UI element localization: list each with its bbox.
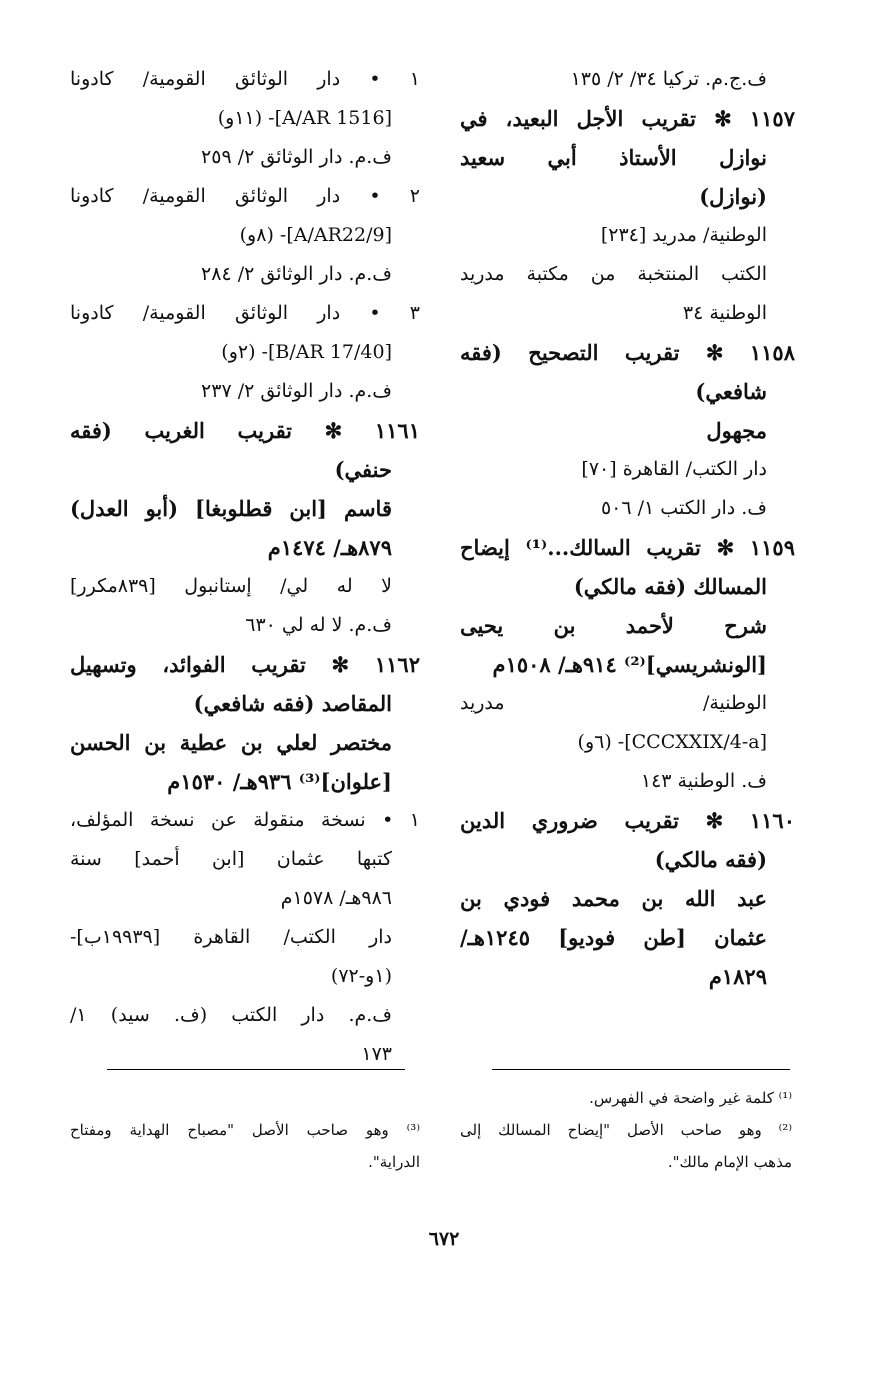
right-column-line: مجهول bbox=[706, 418, 767, 443]
right-column bbox=[460, 60, 795, 996]
footnote-line: ⁽¹⁾ كلمة غير واضحة في الفهرس. bbox=[589, 1089, 792, 1107]
right-column-line: ف. الوطنية ١٤٣ bbox=[640, 770, 767, 792]
right-column-line: المسالك (فقه مالكي) bbox=[573, 574, 767, 599]
right-column-line: ف.ج.م. تركيا ٣٤/ ٢/ ١٣٥ bbox=[570, 68, 767, 90]
left-column-line: قاسم [ابن قطلوبغا] (أبو العدل) bbox=[70, 496, 392, 521]
footnote-line: الدراية". bbox=[368, 1153, 420, 1171]
right-column-line: عبد الله بن محمد فودي بن bbox=[460, 886, 767, 911]
page-number: ٦٧٢ bbox=[428, 1228, 460, 1250]
left-column-line: [A/AR 1516]- (١١و) bbox=[217, 107, 392, 129]
right-column-line: الوطنية/ مدريد bbox=[460, 692, 767, 714]
left-column-line: ١٧٣ bbox=[361, 1043, 392, 1065]
right-column-line: الوطنية ٣٤ bbox=[682, 302, 767, 324]
right-column-line: ١١٥٨ ✻ تقريب التصحيح (فقه bbox=[460, 340, 795, 365]
right-column-line: دار الكتب/ القاهرة [٧٠] bbox=[581, 458, 767, 480]
left-column-line: ف.م. لا له لي ٦٣٠ bbox=[245, 614, 392, 636]
right-column-line: شرح لأحمد بن يحيى bbox=[460, 613, 767, 638]
right-column-line: الكتب المنتخبة من مكتبة مدريد bbox=[460, 263, 767, 285]
left-column-line: ١١٦١ ✻ تقريب الغريب (فقه bbox=[70, 418, 420, 443]
left-column-line: ٩٨٦هـ/ ١٥٧٨م bbox=[280, 887, 392, 909]
left-column-line: ٢ • دار الوثائق القومية/ كادونا bbox=[70, 185, 420, 207]
right-column-line: (نوازل) bbox=[699, 184, 767, 209]
left-column-line: دار الكتب/ القاهرة [١٩٩٣٩ب]- bbox=[70, 926, 392, 948]
right-column-line: ١١٥٧ ✻ تقريب الأجل البعيد، في bbox=[460, 106, 795, 131]
left-column-line: (١و-٧٢) bbox=[330, 965, 392, 987]
footnotes-left bbox=[70, 1114, 420, 1178]
left-column-line: لا له لي/ إستانبول [٨٣٩مكرر] bbox=[70, 575, 392, 597]
left-column bbox=[70, 60, 420, 1074]
left-column-line: ٣ • دار الوثائق القومية/ كادونا bbox=[70, 302, 420, 324]
left-column-line: ٨٧٩هـ/ ١٤٧٤م bbox=[267, 535, 392, 560]
right-column-line: (فقه مالكي) bbox=[654, 847, 767, 872]
footnote-rule-left bbox=[107, 1069, 405, 1070]
footnote-line: مذهب الإمام مالك". bbox=[667, 1153, 792, 1171]
left-column-line: ف.م. دار الوثائق ٢/ ٢٨٤ bbox=[201, 263, 392, 285]
left-column-line: المقاصد (فقه شافعي) bbox=[193, 691, 392, 716]
right-column-line: ١٨٢٩م bbox=[708, 964, 767, 989]
footnote-line: ⁽³⁾ وهو صاحب الأصل "مصباح الهداية ومفتاح bbox=[70, 1121, 420, 1139]
right-column-line: ١١٥٩ ✻ تقريب السالك...⁽¹⁾ إيضاح bbox=[460, 535, 795, 560]
left-column-line: [A/AR22/9]- (٨و) bbox=[239, 224, 392, 246]
left-column-line: ١ • دار الوثائق القومية/ كادونا bbox=[70, 68, 420, 90]
right-column-line: ف. دار الكتب ١/ ٥٠٦ bbox=[600, 497, 767, 519]
right-column-line: نوازل الأستاذ أبي سعيد bbox=[460, 145, 767, 170]
left-column-line: حنفي) bbox=[334, 457, 392, 482]
right-column-line: عثمان [طن فوديو] ١٢٤٥هـ/ bbox=[460, 925, 767, 950]
right-column-line: ١١٦٠ ✻ تقريب ضروري الدين bbox=[460, 808, 795, 833]
footnote-rule-right bbox=[492, 1069, 790, 1070]
left-column-line: [B/AR 17/40]- (٢و) bbox=[221, 341, 392, 363]
right-column-line: الوطنية/ مدريد [٢٣٤] bbox=[600, 224, 767, 246]
right-column-line: [الونشريسي]⁽²⁾ ٩١٤هـ/ ١٥٠٨م bbox=[492, 652, 767, 677]
left-column-line: ف.م. دار الوثائق ٢/ ٢٥٩ bbox=[201, 146, 392, 168]
left-column-line: [علوان]⁽³⁾ ٩٣٦هـ/ ١٥٣٠م bbox=[167, 769, 392, 794]
left-column-line: ١ • نسخة منقولة عن نسخة المؤلف، bbox=[70, 809, 420, 831]
left-column-line: كتبها عثمان [ابن أحمد] سنة bbox=[70, 848, 392, 870]
left-column-line: ف.م. دار الكتب (ف. سيد) ١/ bbox=[70, 1004, 392, 1026]
left-column-line: ف.م. دار الوثائق ٢/ ٢٣٧ bbox=[201, 380, 392, 402]
right-column-line: شافعي) bbox=[695, 379, 767, 404]
footnotes-right bbox=[460, 1082, 792, 1178]
footnote-line: ⁽²⁾ وهو صاحب الأصل "إيضاح المسالك إلى bbox=[460, 1121, 792, 1139]
right-column-line: [CCCXXIX/4-a]- (٦و) bbox=[577, 731, 767, 753]
left-column-line: ١١٦٢ ✻ تقريب الفوائد، وتسهيل bbox=[70, 652, 420, 677]
left-column-line: مختصر لعلي بن عطية بن الحسن bbox=[70, 730, 392, 755]
